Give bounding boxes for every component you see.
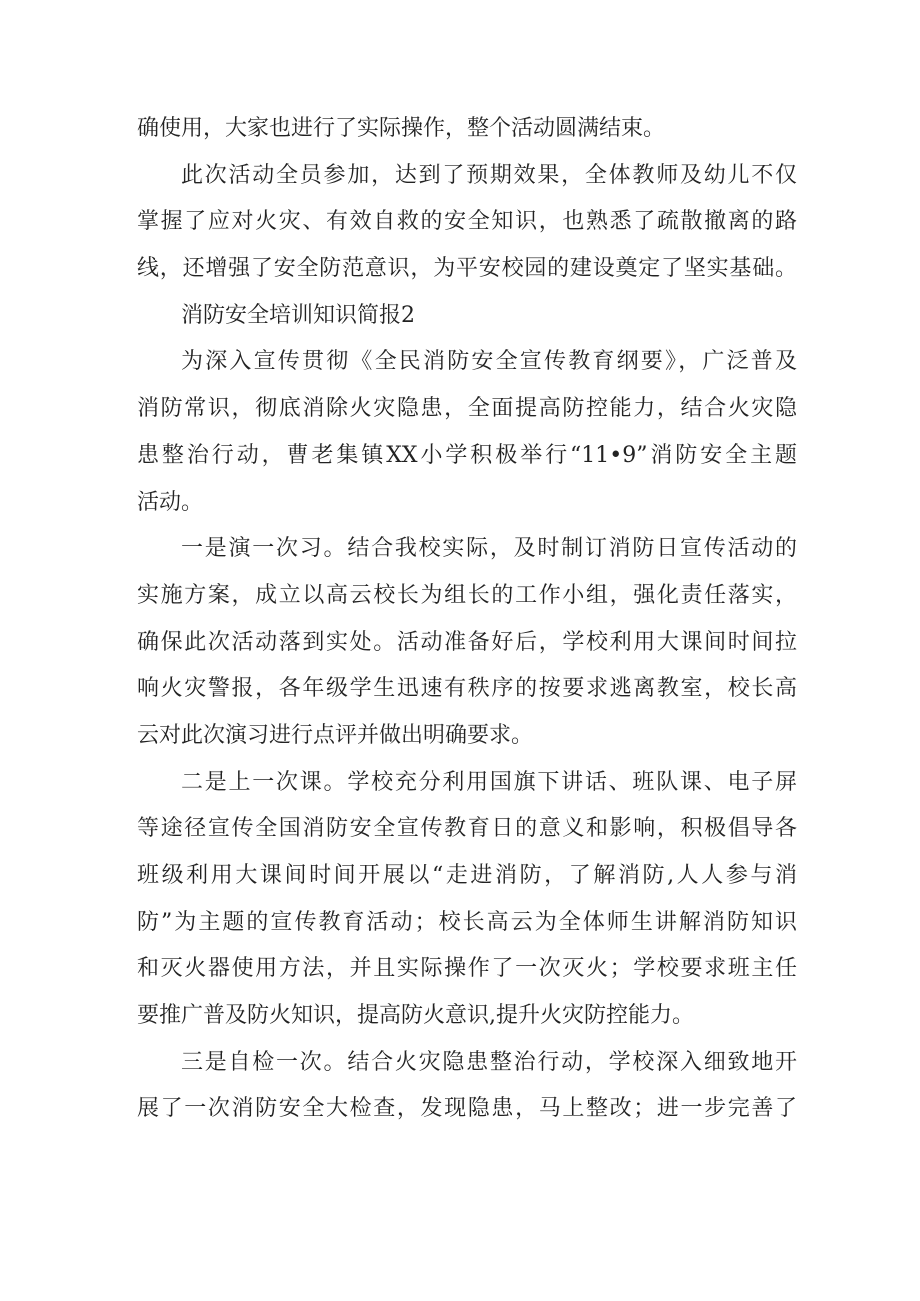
- text-line: 三是自检一次。结合火灾隐患整治行动，学校深入细致地开: [181, 1049, 797, 1075]
- text-line: 为深入宣传贯彻《全民消防安全宣传教育纲要》，广泛普及: [181, 349, 797, 375]
- text-line: 防”为主题的宣传教育活动；校长高云为全体师生讲解消防知识: [137, 909, 797, 935]
- text-line: 云对此次演习进行点评并做出明确要求。: [137, 722, 534, 748]
- text-line: 确使用，大家也进行了实际操作，整个活动圆满结束。: [137, 116, 666, 141]
- text-line: 二是上一次课。学校充分利用国旗下讲话、班队课、电子屏: [181, 769, 797, 795]
- text-line: 线，还增强了安全防范意识，为平安校园的建设奠定了坚实基础。: [137, 256, 797, 282]
- text-line: 要推广普及防火知识，提高防火意识,提升火灾防控能力。: [137, 1003, 694, 1029]
- text-line: 展了一次消防安全大检查，发现隐患，马上整改；进一步完善了: [137, 1096, 797, 1122]
- text-line: 此次活动全员参加，达到了预期效果，全体教师及幼儿不仅: [181, 162, 797, 188]
- text-line: 确保此次活动落到实处。活动准备好后，学校利用大课间时间拉: [137, 629, 797, 655]
- text-line: 一是演一次习。结合我校实际，及时制订消防日宣传活动的: [181, 536, 797, 562]
- text-line: 活动。: [137, 489, 204, 515]
- text-line: 实施方案，成立以高云校长为组长的工作小组，强化责任落实，: [137, 582, 797, 608]
- text-line: 掌握了应对火灾、有效自救的安全知识，也熟悉了疏散撤离的路: [137, 209, 797, 235]
- text-line: 消防安全培训知识简报2: [181, 302, 415, 328]
- text-line: 等途径宣传全国消防安全宣传教育日的意义和影响，积极倡导各: [137, 816, 797, 842]
- text-line: 响火灾警报，各年级学生迅速有秩序的按要求逃离教室，校长高: [137, 676, 797, 702]
- text-line: 和灭火器使用方法，并且实际操作了一次灭火；学校要求班主任: [137, 956, 797, 982]
- document-body: [137, 106, 797, 1133]
- text-line: 患整治行动，曹老集镇XX小学积极举行“11•9”消防安全主题: [137, 442, 797, 468]
- text-line: 消防常识，彻底消除火灾隐患，全面提高防控能力，结合火灾隐: [137, 396, 797, 422]
- text-line: 班级利用大课间时间开展以“走进消防，了解消防,人人参与消: [137, 863, 797, 888]
